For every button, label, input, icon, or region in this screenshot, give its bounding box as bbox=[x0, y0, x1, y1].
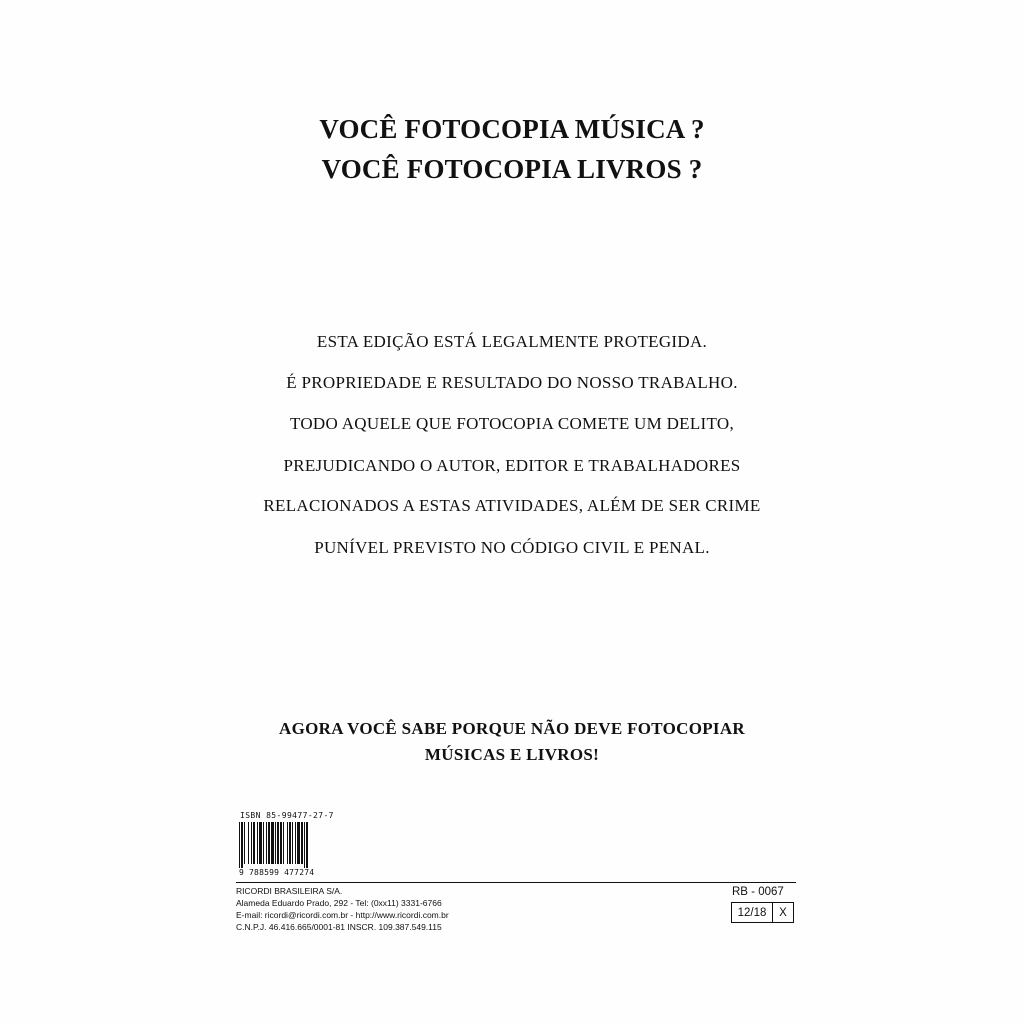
isbn-label: ISBN 85-99477-27-7 bbox=[240, 811, 334, 820]
notice-line: TODO AQUELE QUE FOTOCOPIA COMETE UM DELITO, bbox=[289, 414, 735, 433]
publisher-registration: C.N.P.J. 46.416.665/0001-81 INSCR. 109.387.549.115 bbox=[236, 922, 442, 932]
barcode-icon bbox=[239, 822, 333, 868]
barcode-digits: 9 788599 477274 bbox=[239, 868, 315, 877]
headline-books: VOCÊ FOTOCOPIA LIVROS ? bbox=[321, 154, 703, 184]
notice-line: PUNÍVEL PREVISTO NO CÓDIGO CIVIL E PENAL. bbox=[314, 538, 710, 557]
headline-music: VOCÊ FOTOCOPIA MÚSICA ? bbox=[319, 114, 705, 144]
notice-line: RELACIONADOS A ESTAS ATIVIDADES, ALÉM DE SER CRIME bbox=[263, 496, 761, 515]
catalog-box bbox=[731, 902, 794, 923]
footer-divider bbox=[236, 882, 796, 883]
notice-line: É PROPRIEDADE E RESULTADO DO NOSSO TRABALHO. bbox=[286, 373, 738, 392]
catalog-code: RB - 0067 bbox=[732, 886, 784, 898]
closing-line: AGORA VOCÊ SABE PORQUE NÃO DEVE FOTOCOPIAR bbox=[279, 719, 745, 738]
publisher-name: RICORDI BRASILEIRA S/A. bbox=[236, 886, 343, 896]
catalog-date: 12/18 bbox=[732, 903, 773, 922]
notice-line: PREJUDICANDO O AUTOR, EDITOR E TRABALHADORES bbox=[283, 456, 741, 475]
closing-line: MÚSICAS E LIVROS! bbox=[424, 745, 600, 764]
notice-line: ESTA EDIÇÃO ESTÁ LEGALMENTE PROTEGIDA. bbox=[316, 332, 708, 351]
catalog-mark: X bbox=[779, 906, 787, 919]
publisher-address: Alameda Eduardo Prado, 292 - Tel: (0xx11) 3331-6766 bbox=[236, 898, 442, 908]
publisher-contact: E-mail: ricordi@ricordi.com.br - http://www.ricordi.com.br bbox=[236, 910, 449, 920]
